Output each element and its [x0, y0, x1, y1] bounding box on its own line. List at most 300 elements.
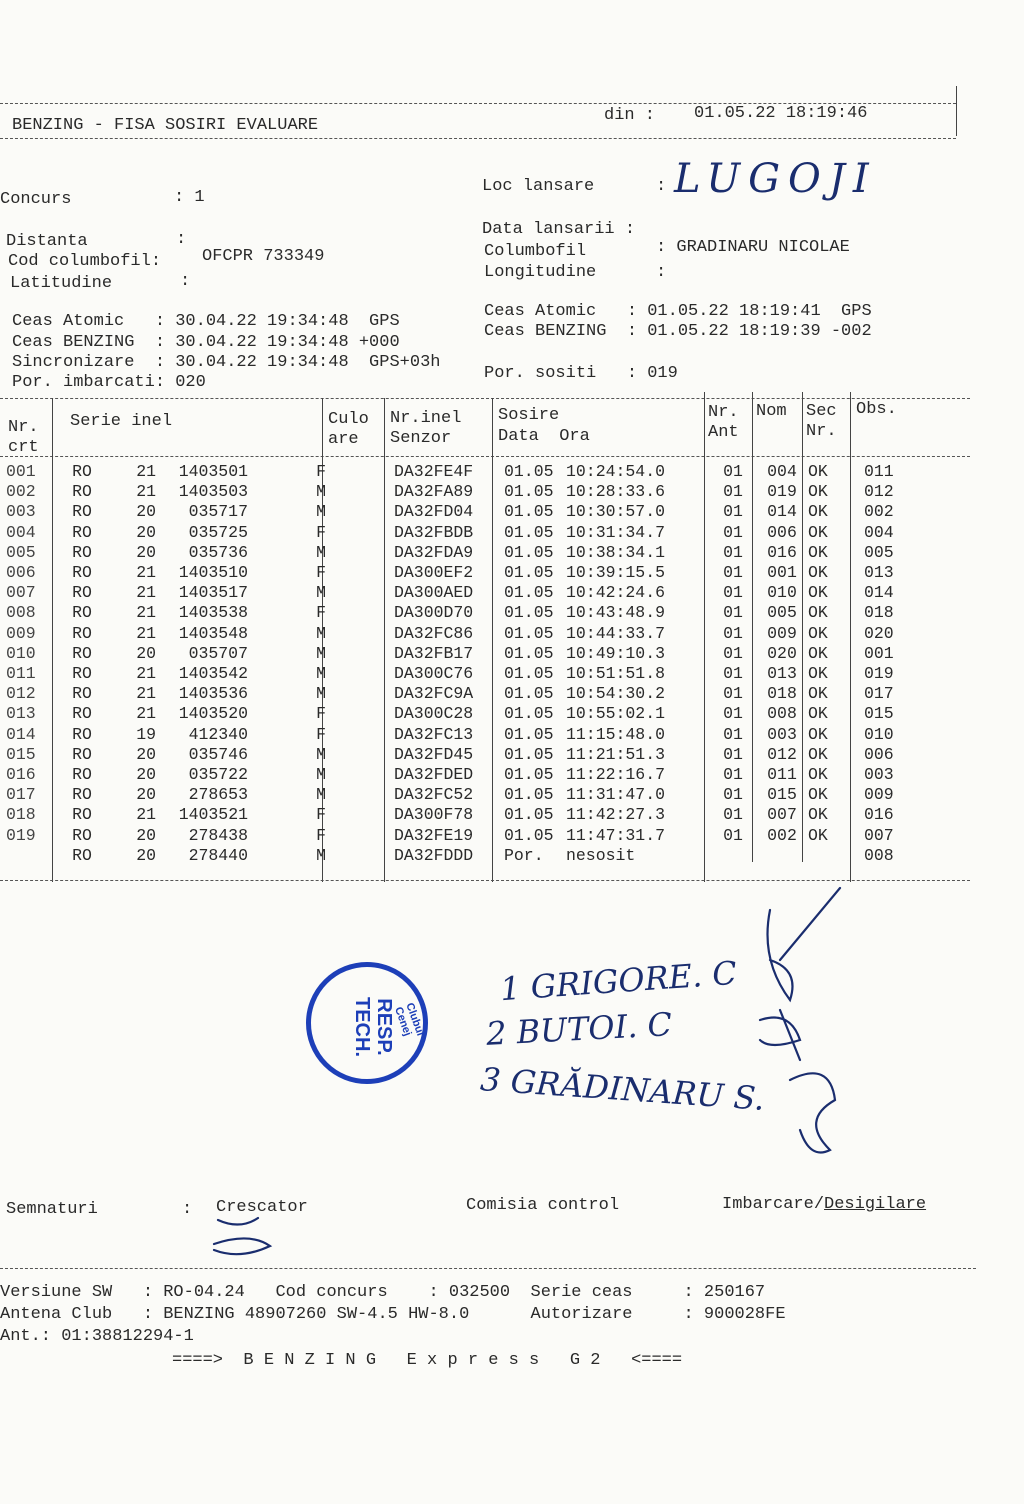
- cell-nr: 013: [6, 704, 36, 724]
- cell-obs: 009: [864, 785, 894, 805]
- cell-time: 10:42:24.6: [566, 583, 666, 603]
- cell-sex: M: [316, 542, 326, 562]
- cell-col: [330, 644, 390, 664]
- cell-yr: 20: [136, 542, 156, 562]
- cell-obs: 006: [864, 744, 894, 764]
- cell-sensor: DA32FC9A: [394, 684, 474, 704]
- cod-columbofil-value: OFCPR 733349: [202, 247, 325, 266]
- table-row: [0, 482, 944, 502]
- cell-yr: 20: [136, 744, 156, 764]
- table-bottom-rule: [0, 880, 970, 881]
- cell-yr: 21: [136, 805, 156, 825]
- cell-nom: 018: [767, 684, 797, 704]
- cell-ring: 1403542: [178, 664, 248, 684]
- stamp-line2: TECH.: [351, 997, 373, 1057]
- cell-ant: 01: [723, 704, 743, 724]
- cell-sec: OK: [808, 744, 828, 764]
- cell-ring: 1403548: [178, 623, 248, 643]
- cell-date: 01.05: [504, 462, 554, 481]
- cell-sex: M: [316, 744, 326, 764]
- th-culo: Culo: [328, 410, 369, 429]
- footer-line3: Ant.: 01:38812294-1: [0, 1327, 194, 1346]
- cell-nr: 001: [6, 462, 36, 481]
- cell-sensor: DA32FDED: [394, 765, 474, 785]
- cell-yr: 21: [136, 704, 156, 724]
- cell-nom: 005: [767, 603, 797, 623]
- cell-time: 11:15:48.0: [566, 724, 666, 744]
- cell-time: 10:51:51.8: [566, 664, 666, 684]
- cell-nom: 006: [767, 522, 797, 542]
- cell-ring: 1403510: [178, 563, 248, 583]
- cell-col: [330, 624, 390, 644]
- cell-sex: F: [316, 704, 326, 724]
- cell-nr: 017: [6, 785, 36, 805]
- cell-ro: RO: [72, 603, 92, 623]
- cell-obs: 015: [864, 704, 894, 724]
- cell-col: [330, 745, 390, 765]
- cell-ring: 035736: [188, 542, 248, 562]
- cell-ro: RO: [72, 522, 92, 542]
- cell-sex: M: [316, 664, 326, 684]
- cell-ro: RO: [72, 583, 92, 603]
- cell-ring: 1403503: [178, 482, 248, 502]
- handwritten-line1: 1 GRIGORE. C: [498, 953, 738, 1009]
- cell-sec: OK: [808, 522, 828, 542]
- cell-ant: 01: [723, 583, 743, 603]
- cell-sec: OK: [808, 704, 828, 724]
- cod-columbofil-label: Cod columbofil:: [8, 252, 162, 271]
- cell-time: 10:39:15.5: [566, 563, 666, 583]
- cell-ant: 01: [723, 825, 743, 845]
- cell-nom: 019: [767, 482, 797, 502]
- cell-col: [330, 603, 390, 623]
- cell-col: [330, 523, 390, 543]
- semnaturi-label: Semnaturi: [6, 1200, 98, 1219]
- cell-nom: 015: [767, 785, 797, 805]
- cell-nr: 012: [6, 684, 36, 704]
- distanta-label: Distanta: [6, 232, 88, 251]
- cell-sensor: DA32FD04: [394, 502, 474, 522]
- cell-obs: 018: [864, 603, 894, 623]
- concurs-value: : 1: [174, 188, 205, 207]
- cell-sensor: DA32FC86: [394, 623, 474, 643]
- header-right-edge: [956, 86, 957, 136]
- footer-rule: [0, 1268, 976, 1269]
- cell-nom: 002: [767, 825, 797, 845]
- cell-ring: 035707: [188, 643, 248, 663]
- imbarcare-label: [722, 1195, 926, 1214]
- cell-ant: 01: [723, 502, 743, 522]
- cell-sensor: DA32FDA9: [394, 542, 474, 562]
- cell-sex: M: [316, 765, 326, 785]
- cell-sensor: DA32FE19: [394, 825, 474, 845]
- comisia-control-label: Comisia control: [466, 1196, 620, 1215]
- th-nom: Nom: [756, 402, 787, 421]
- cell-col: [330, 826, 390, 846]
- cell-yr: 21: [136, 583, 156, 603]
- por-sositi: Por. sositi : 019: [484, 364, 678, 383]
- cell-sec: [806, 846, 854, 866]
- cell-date: Por.: [504, 845, 544, 865]
- cell-sec: OK: [808, 623, 828, 643]
- cell-date: 01.05: [504, 482, 554, 502]
- cell-obs: 013: [864, 563, 894, 583]
- cell-col: [330, 462, 390, 482]
- table-row: [0, 684, 944, 704]
- cell-obs: 008: [864, 845, 894, 865]
- cell-ant: 01: [723, 805, 743, 825]
- th-sosire: Sosire: [498, 406, 560, 425]
- cell-date: 01.05: [504, 825, 554, 845]
- cell-time: 10:55:02.1: [566, 704, 666, 724]
- cell-sensor: DA300C28: [394, 704, 474, 724]
- ceas-atomic-left: Ceas Atomic : 30.04.22 19:34:48 GPS: [12, 312, 400, 331]
- cell-obs: 019: [864, 664, 894, 684]
- th-obs: Obs.: [856, 400, 897, 419]
- cell-sex: F: [316, 563, 326, 583]
- cell-yr: 20: [136, 825, 156, 845]
- th-crt: crt: [8, 438, 39, 457]
- table-row: [0, 543, 944, 563]
- semnaturi-colon: :: [182, 1200, 193, 1219]
- cell-ring: 035725: [188, 522, 248, 542]
- cell-time: 10:43:48.9: [566, 603, 666, 623]
- cell-ro: RO: [72, 462, 92, 481]
- cell-ant: 01: [723, 563, 743, 583]
- cell-time: 10:30:57.0: [566, 502, 666, 522]
- table-row: [0, 523, 944, 543]
- footer-line2: Antena Club : BENZING 48907260 SW-4.5 HW-8.0 Autorizare : 900028FE: [0, 1305, 786, 1324]
- cell-sensor: DA32FE4F: [394, 462, 474, 481]
- cell-col: [330, 482, 390, 502]
- latitudine-colon: :: [180, 272, 191, 291]
- cell-yr: 21: [136, 623, 156, 643]
- header-din-label: din :: [604, 106, 656, 125]
- cell-nr: 015: [6, 744, 36, 764]
- cell-nom: 010: [767, 583, 797, 603]
- th-data-ora: Data Ora: [498, 427, 590, 446]
- cell-date: 01.05: [504, 603, 554, 623]
- cell-obs: 016: [864, 805, 894, 825]
- cell-sensor: DA32FB17: [394, 643, 474, 663]
- cell-sex: F: [316, 825, 326, 845]
- table-top-rule: [0, 398, 970, 399]
- cell-date: 01.05: [504, 563, 554, 583]
- table-row: [0, 563, 944, 583]
- loc-lansare-label: Loc lansare: [482, 177, 595, 196]
- columbofil-value: : GRADINARU NICOLAE: [656, 238, 850, 257]
- cell-ring: 278440: [188, 845, 248, 865]
- th-nr-inel: Nr.inel: [390, 409, 462, 428]
- cell-ant: 01: [723, 765, 743, 785]
- cell-ro: RO: [72, 845, 92, 865]
- cell-yr: 20: [136, 845, 156, 865]
- cell-sensor: DA32FC52: [394, 785, 474, 805]
- table-row: [0, 583, 944, 603]
- cell-sex: F: [316, 462, 326, 481]
- cell-sex: F: [316, 522, 326, 542]
- cell-date: 01.05: [504, 542, 554, 562]
- cell-date: 01.05: [504, 623, 554, 643]
- cell-sex: F: [316, 724, 326, 744]
- table-row: [0, 462, 944, 482]
- cell-nr: 003: [6, 502, 36, 522]
- cell-date: 01.05: [504, 744, 554, 764]
- cell-sec: OK: [808, 825, 828, 845]
- cell-col: [330, 785, 390, 805]
- cell-yr: 20: [136, 502, 156, 522]
- cell-date: 01.05: [504, 522, 554, 542]
- cell-ro: RO: [72, 704, 92, 724]
- cell-col: [330, 583, 390, 603]
- cell-time: 10:24:54.0: [566, 462, 666, 481]
- cell-ro: RO: [72, 482, 92, 502]
- cell-time: 10:54:30.2: [566, 684, 666, 704]
- crescator-label: Crescator: [216, 1198, 308, 1217]
- cell-nom: 009: [767, 623, 797, 643]
- cell-ant: 01: [723, 643, 743, 663]
- cell-sensor: DA300C76: [394, 664, 474, 684]
- cell-nom: 008: [767, 704, 797, 724]
- cell-nr: 011: [6, 664, 36, 684]
- por-imbarcati: Por. imbarcati: 020: [12, 373, 206, 392]
- cell-sec: OK: [808, 805, 828, 825]
- cell-nr: 019: [6, 825, 36, 845]
- cell-date: 01.05: [504, 664, 554, 684]
- stamp-line1: RESP.: [373, 998, 395, 1056]
- th-nr: Nr.: [8, 418, 39, 437]
- cell-col: [330, 543, 390, 563]
- cell-col: [330, 502, 390, 522]
- cell-ro: RO: [72, 542, 92, 562]
- cell-ring: 1403501: [178, 462, 248, 481]
- cell-date: 01.05: [504, 805, 554, 825]
- cell-ro: RO: [72, 563, 92, 583]
- cell-time: nesosit: [566, 845, 636, 865]
- cell-ro: RO: [72, 643, 92, 663]
- cell-sex: M: [316, 482, 326, 502]
- cell-date: 01.05: [504, 643, 554, 663]
- cell-sex: M: [316, 502, 326, 522]
- cell-time: 10:28:33.6: [566, 482, 666, 502]
- cell-nom: 013: [767, 664, 797, 684]
- cell-nom: 004: [767, 462, 797, 481]
- cell-nr: 002: [6, 482, 36, 502]
- cell-col: [330, 704, 390, 724]
- cell-obs: 002: [864, 502, 894, 522]
- table-row: [0, 805, 944, 825]
- cell-ant: 01: [723, 542, 743, 562]
- cell-sensor: DA32FA89: [394, 482, 474, 502]
- cell-yr: 21: [136, 563, 156, 583]
- report-title: BENZING - FISA SOSIRI EVALUARE: [12, 116, 319, 135]
- cell-obs: 012: [864, 482, 894, 502]
- cell-time: 10:31:34.7: [566, 522, 666, 542]
- header-bottom-rule: [0, 138, 956, 139]
- cell-obs: 004: [864, 522, 894, 542]
- cell-col: [330, 846, 390, 866]
- cell-ant: 01: [723, 522, 743, 542]
- cell-nr: 016: [6, 765, 36, 785]
- footer-line1: Versiune SW : RO-04.24 Cod concurs : 032500 Serie ceas : 250167: [0, 1283, 766, 1302]
- longitudine-label: Longitudine: [484, 263, 597, 282]
- latitudine-label: Latitudine: [10, 274, 113, 293]
- cell-yr: 20: [136, 765, 156, 785]
- cell-yr: 21: [136, 684, 156, 704]
- cell-nr: 004: [6, 522, 36, 542]
- concurs-label: Concurs: [0, 190, 72, 209]
- cell-ant: [708, 846, 758, 866]
- cell-sensor: DA32FC13: [394, 724, 474, 744]
- cell-sensor: DA300F78: [394, 805, 474, 825]
- cell-sec: OK: [808, 643, 828, 663]
- cell-ant: 01: [723, 684, 743, 704]
- cell-col: [330, 725, 390, 745]
- data-lansarii-label: Data lansarii :: [482, 220, 636, 239]
- handwritten-line3: 3 GRĂDINARU S.: [479, 1060, 766, 1118]
- imbarcare-text: Imbarcare/: [722, 1195, 825, 1214]
- table-row: [0, 785, 944, 805]
- cell-sex: M: [316, 785, 326, 805]
- cell-obs: 020: [864, 623, 894, 643]
- cell-ant: 01: [723, 482, 743, 502]
- cell-nr: 010: [6, 643, 36, 663]
- table-row: [0, 846, 944, 866]
- cell-obs: 005: [864, 542, 894, 562]
- cell-sec: OK: [808, 603, 828, 623]
- cell-sensor: DA32FD45: [394, 744, 474, 764]
- cell-sex: M: [316, 583, 326, 603]
- cell-ro: RO: [72, 664, 92, 684]
- cell-ring: 1403520: [178, 704, 248, 724]
- cell-ring: 1403536: [178, 684, 248, 704]
- sincronizare-left: Sincronizare : 30.04.22 19:34:48 GPS+03h: [12, 353, 441, 372]
- cell-sensor: DA300D70: [394, 603, 474, 623]
- table-row: [0, 603, 944, 623]
- cell-time: 11:31:47.0: [566, 785, 666, 805]
- cell-sex: F: [316, 805, 326, 825]
- table-row: [0, 664, 944, 684]
- cell-date: 01.05: [504, 684, 554, 704]
- cell-nom: 011: [767, 765, 797, 785]
- cell-ant: 01: [723, 623, 743, 643]
- cell-nr: 006: [6, 563, 36, 583]
- table-row: [0, 745, 944, 765]
- table-row: [0, 624, 944, 644]
- cell-date: 01.05: [504, 502, 554, 522]
- cell-ro: RO: [72, 724, 92, 744]
- loc-lansare-colon: :: [656, 177, 667, 196]
- table-row: [0, 725, 944, 745]
- cell-ring: 278438: [188, 825, 248, 845]
- cell-col: [330, 664, 390, 684]
- cell-ring: 278653: [188, 785, 248, 805]
- th-sec: Sec: [806, 402, 837, 421]
- cell-sec: OK: [808, 664, 828, 684]
- ceas-atomic-right: Ceas Atomic : 01.05.22 18:19:41 GPS: [484, 302, 872, 321]
- cell-sec: OK: [808, 785, 828, 805]
- cell-obs: 010: [864, 724, 894, 744]
- cell-ring: 1403521: [178, 805, 248, 825]
- cell-sensor: DA32FBDB: [394, 522, 474, 542]
- cell-nr: 009: [6, 623, 36, 643]
- cell-nom: 014: [767, 502, 797, 522]
- cell-sec: OK: [808, 563, 828, 583]
- cell-sex: M: [316, 623, 326, 643]
- cell-date: 01.05: [504, 765, 554, 785]
- cell-nr: 005: [6, 542, 36, 562]
- cell-ring: 412340: [188, 724, 248, 744]
- cell-sec: OK: [808, 583, 828, 603]
- cell-col: [330, 684, 390, 704]
- cell-yr: 20: [136, 785, 156, 805]
- cell-yr: 19: [136, 724, 156, 744]
- cell-ring: 035717: [188, 502, 248, 522]
- cell-col: [330, 805, 390, 825]
- columbofil-label: Columbofil: [484, 242, 587, 261]
- cell-obs: 017: [864, 684, 894, 704]
- cell-date: 01.05: [504, 785, 554, 805]
- cell-nom: 020: [767, 643, 797, 663]
- th-ant: Ant: [708, 423, 739, 442]
- th-serie-inel: Serie inel: [70, 412, 173, 431]
- cell-sec: OK: [808, 542, 828, 562]
- cell-time: 10:49:10.3: [566, 643, 666, 663]
- cell-time: 11:21:51.3: [566, 744, 666, 764]
- cell-date: 01.05: [504, 583, 554, 603]
- cell-time: 11:47:31.7: [566, 825, 666, 845]
- arrivals-table: [0, 462, 944, 866]
- cell-yr: 21: [136, 462, 156, 481]
- cell-ring: 035746: [188, 744, 248, 764]
- cell-yr: 21: [136, 603, 156, 623]
- cell-ring: 035722: [188, 765, 248, 785]
- footer-brand: ====> B E N Z I N G E x p r e s s G 2 <====: [172, 1351, 683, 1370]
- cell-sensor: DA32FDDD: [394, 845, 474, 865]
- cell-ant: 01: [723, 724, 743, 744]
- cell-ro: RO: [72, 623, 92, 643]
- cell-obs: 001: [864, 643, 894, 663]
- cell-obs: 011: [864, 462, 894, 481]
- cell-col: [330, 563, 390, 583]
- cell-nom: [758, 846, 806, 866]
- table-row: [0, 502, 944, 522]
- cell-ring: 1403538: [178, 603, 248, 623]
- th-are: are: [328, 430, 359, 449]
- club-stamp: [306, 962, 428, 1084]
- cell-nom: 007: [767, 805, 797, 825]
- cell-sex: M: [316, 684, 326, 704]
- table-row: [0, 765, 944, 785]
- table-header-rule: [0, 456, 970, 457]
- cell-nom: 003: [767, 724, 797, 744]
- cell-nr: 007: [6, 583, 36, 603]
- cell-sensor: DA300EF2: [394, 563, 474, 583]
- cell-ro: RO: [72, 765, 92, 785]
- table-row: [0, 644, 944, 664]
- cell-nom: 001: [767, 563, 797, 583]
- handwritten-line2: 2 BUTOI. C: [485, 1005, 673, 1053]
- cell-obs: 007: [864, 825, 894, 845]
- cell-ant: 01: [723, 785, 743, 805]
- cell-date: 01.05: [504, 704, 554, 724]
- cell-ro: RO: [72, 502, 92, 522]
- cell-date: 01.05: [504, 724, 554, 744]
- table-row: [0, 704, 944, 724]
- cell-time: 11:22:16.7: [566, 765, 666, 785]
- cell-ant: 01: [723, 744, 743, 764]
- ceas-benzing-right: Ceas BENZING : 01.05.22 18:19:39 -002: [484, 322, 872, 341]
